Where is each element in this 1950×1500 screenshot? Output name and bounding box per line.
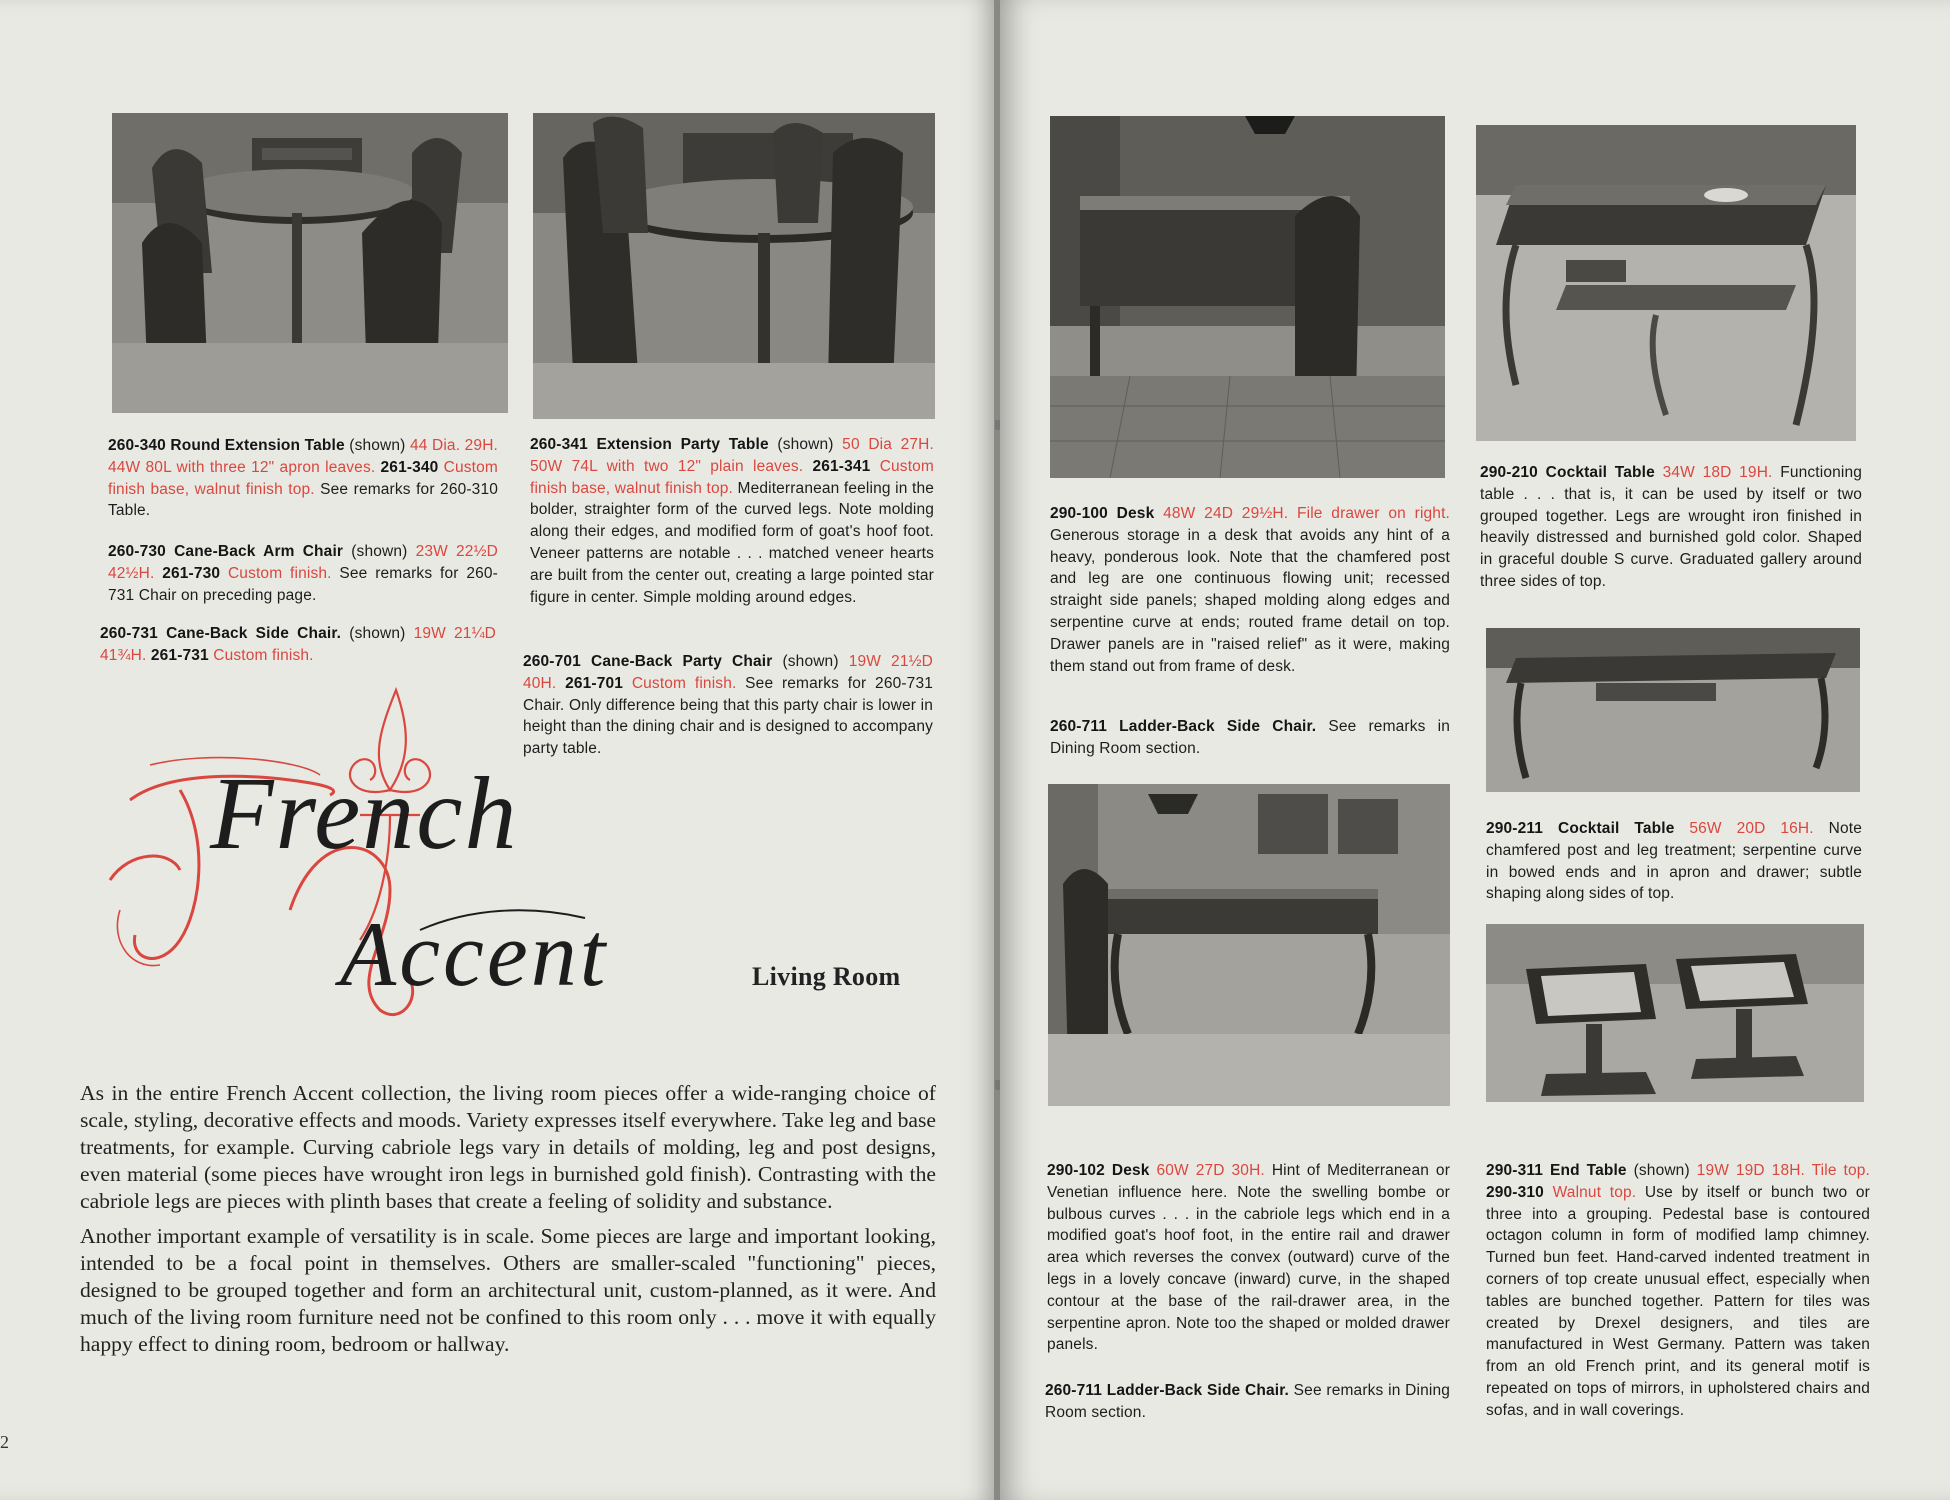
right-page [1000,0,1950,1500]
page-number: 2 [0,1432,9,1452]
body-paragraph-1: As in the entire French Accent collection, the living room pieces offer a wide-ranging choice of scale, styling, decorative effects and moods. Variety expresses itself everywhere. Take leg and base treatments, for example. Curving cabriole legs vary in details of molding, leg and post designs, even material (some pieces have wrought iron legs in burnished gold finish). Contrasting with the cabriole legs are pieces with plinth bases that create a feeling of solidity and substance. [80,1081,936,1213]
caption-260-711-bottom: 260-711 Ladder-Back Side Chair. See remarks in Dining Room section. [1045,1382,1451,1421]
photo-desk-290-100 [1050,116,1445,478]
caption-290-100: 290-100 Desk 48W 24D 29½H. File drawer on right. Generous storage in a desk that avoids any hint of a heavy, ponderous look. Note that the chamfered post and leg are one continuous flowing unit; recessed straight side panels; shaped molding along edges and serpentine curve at ends; routed frame detail on top. Drawer panels are in "raised relief" as it were, making them stand out from frame of desk. [1050,505,1450,675]
body-paragraph-2: Another important example of versatility is in scale. Some pieces are large and important looking, intended to be a focal point in themselves. Others are smaller-scaled "functioning" pieces, designed to be grouped together and form an architectural unit, custom-planned, as it were. And much of the living room furniture need not be confined to this room only . . . move it with equally happy effect to dining room, bedroom or hallway. [80,1224,936,1356]
intro-body-text [80,1080,936,1366]
french-accent-title [90,680,750,1070]
caption-290-211: 290-211 Cocktail Table 56W 20D 16H. Note chamfered post and leg treatment; serpentine curve in bowed ends and in apron and drawer; subtle shaping along sides of top. [1486,820,1862,903]
caption-290-102: 290-102 Desk 60W 27D 30H. Hint of Mediterranean or Venetian influence here. Note the swelling bombe or bulbous curves . . . in the cabriole legs which end in a modified goat's hoof foot, in the entire rail and drawer area which reverses the convex (outward) curve of the legs in a lovely concave (inward) curve, in the shaped contour at the base of the rail-drawer area, in the serpentine apron. Note too the shaped or molded drawer panels. [1047,1162,1451,1354]
caption-260-341: 260-341 Extension Party Table (shown) 50 Dia 27H. 50W 74L with two 12" plain leaves. 261-341 Custom finish base, walnut finish top. Mediterranean feeling in the bolder, straighter form of the curved legs. Note molding along their edges, and modified form of goat's hoof foot. Veneer patterns are notable . . . matched veneer hearts are built from the center out, creating a large pointed star figure in center. Simple molding around edges. [530,436,934,606]
caption-290-311: 290-311 End Table (shown) 19W 19D 18H. Tile top. 290-310 Walnut top. Use by itself or bunch two or three into a grouping. Pedestal base is contoured octagon column in form of modified lamp chimney. Turned bun feet. Hand-carved indented treatment in corners of top create unusual effect, especially when tables are bunched together. Pattern for tiles was created by Drexel designers, and tiles are manufactured in West Germany. Pattern was taken from an old French print, and its general motif is repeated on tops of mirrors, in upholstered chairs and sofas, and in wall coverings. [1486,1162,1870,1419]
caption-260-340: 260-340 Round Extension Table (shown) 44 Dia. 29H. 44W 80L with three 12" apron leaves. 261-340 Custom finish base, walnut finish top. See remarks for 260-310 Table. [108,437,499,520]
photo-desk-290-102 [1048,784,1450,1106]
title-word-accent: Accent [340,903,609,1005]
photo-cocktail-table-290-211 [1486,628,1860,792]
caption-260-730: 260-730 Cane-Back Arm Chair (shown) 23W 22½D 42½H. 261-730 Custom finish. See remarks for 260-731 Chair on preceding page. [108,543,498,604]
caption-290-210: 290-210 Cocktail Table 34W 18D 19H. Functioning table . . . that is, it can be used by itself or two grouped together. Legs are wrought iron finished in heavily distressed and burnished gold color. Shaped in graceful double S curve. Graduated gallery around three sides of top. [1480,464,1862,590]
photo-cocktail-table-290-210 [1476,125,1856,441]
photo-end-tables-290-311 [1486,924,1864,1102]
photo-round-extension-table-set [112,113,508,413]
section-subtitle-living-room: Living Room [752,962,901,991]
photo-extension-party-table-set [533,113,935,419]
caption-260-731: 260-731 Cane-Back Side Chair. (shown) 19W 21¼D 41¾H. 261-731 Custom finish. [100,625,496,664]
caption-260-701: 260-701 Cane-Back Party Chair (shown) 19W 21½D 40H. 261-701 Custom finish. See remarks for 260-731 Chair. Only difference being that this party chair is lower in height than the dining chair and is designed to accompany party table. [523,653,934,758]
title-word-french: French [210,756,519,871]
caption-260-711-top: 260-711 Ladder-Back Side Chair. See remarks in Dining Room section. [1050,718,1450,757]
